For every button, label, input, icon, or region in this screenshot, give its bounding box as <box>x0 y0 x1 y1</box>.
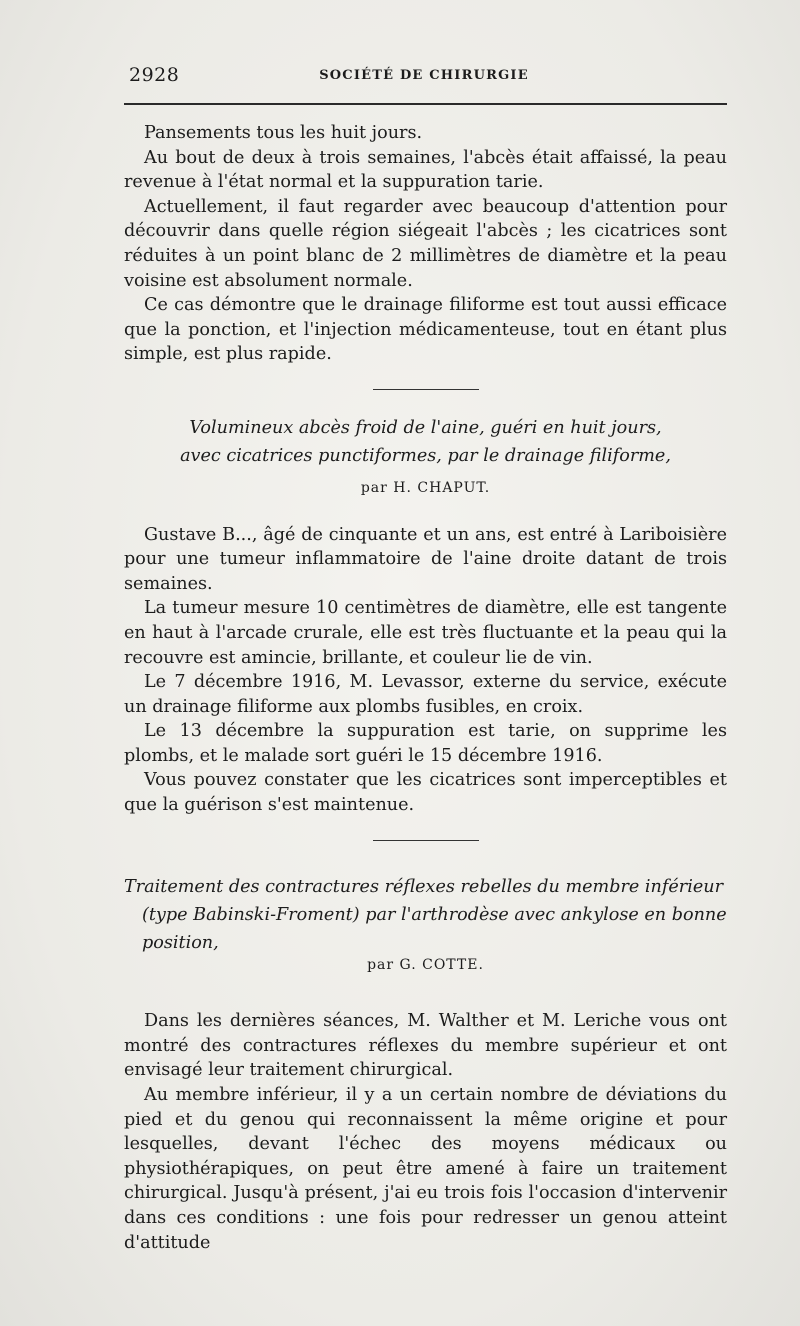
paragraph: Au bout de deux à trois semaines, l'abcès était affaissé, la peau revenue à l'état normal et la suppuration tarie. <box>124 147 727 193</box>
paragraph: Actuellement, il faut regarder avec beaucoup d'attention pour découvrir dans quelle région siégeait l'abcès ; les cicatrices sont réduites à un point blanc de 2 millimètres de diamètre et la peau voisine est absolument normale. <box>124 196 727 291</box>
paragraph: Gustave B..., âgé de cinquante et un ans, est entré à Lariboisière pour une tumeur inflammatoire de l'aine droite datant de trois semaines. <box>124 524 727 594</box>
paragraph: La tumeur mesure 10 centimètres de diamètre, elle est tangente en haut à l'arcade crurale, elle est très fluctuante et la peau qui la recouvre est amincie, brillante, et couleur lie de vin. <box>124 598 727 668</box>
paragraph: Ce cas démontre que le drainage filiforme est tout aussi efficace que la ponction, et l'injection médicamenteuse, tout en étant plus simple, est plus rapide. <box>124 295 727 365</box>
paragraph: Le 7 décembre 1916, M. Levassor, externe du service, exécute un drainage filiforme aux plombs fusibles, en croix. <box>124 672 727 717</box>
paragraph: Vous pouvez constater que les cicatrices sont imperceptibles et que la guérison s'est maintenue. <box>124 770 727 816</box>
paragraph: Le 13 décembre la suppuration est tarie, on supprime les plombs, et le malade sort guéri le 15 décembre 1916. <box>124 721 727 766</box>
section-author: par G. COTTE. <box>367 956 484 973</box>
section-title <box>124 873 727 957</box>
section-title-line: (type Babinski-Froment) par l'arthrodèse avec ankylose en bonne <box>142 904 727 925</box>
section-title-line: position, <box>142 932 219 953</box>
running-head: SOCIÉTÉ DE CHIRURGIE <box>319 68 529 83</box>
section-author: par H. CHAPUT. <box>360 479 491 496</box>
article-body <box>124 121 727 1255</box>
section-title <box>124 414 727 470</box>
section-title-line: Traitement des contractures réflexes rebelles du membre inférieur <box>124 876 723 897</box>
header-rule <box>124 103 727 105</box>
page-header <box>124 64 724 88</box>
paragraph: Au membre inférieur, il y a un certain nombre de déviations du pied et du genou qui reconnaissent la même origine et pour lesquelles, devant l'échec des moyens médicaux ou physiothérapiques, on peut être amené à faire un traitement chirurgical. Jusqu'à présent, j'ai eu trois fois l'occasion d'intervenir dans ces conditions : une fois pour redresser un genou atteint d'attitude <box>124 1085 727 1253</box>
section-title-line: Volumineux abcès froid de l'aine, guéri en huit jours, <box>189 417 662 438</box>
paragraph: Pansements tous les huit jours. <box>144 123 423 143</box>
page-number: 2928 <box>129 64 180 86</box>
paragraph: Dans les dernières séances, M. Walther et M. Leriche vous ont montré des contractures réflexes du membre supérieur et ont envisagé leur traitement chirurgical. <box>124 1011 727 1081</box>
section-title-line: avec cicatrices punctiformes, par le drainage filiforme, <box>180 445 671 466</box>
